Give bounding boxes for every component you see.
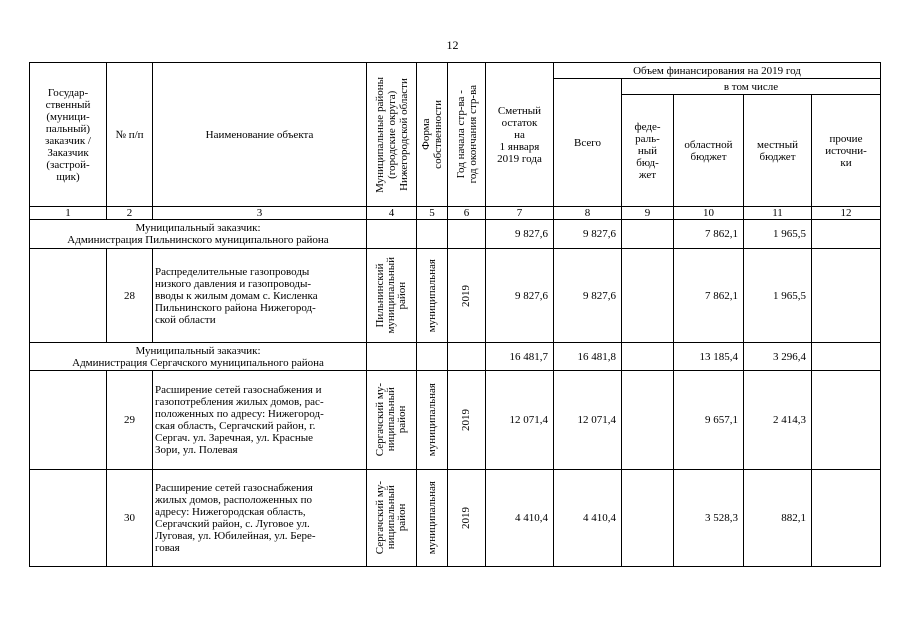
row-district-line: район xyxy=(396,406,408,434)
empty-cell xyxy=(448,343,486,371)
header-regional: областной бюджет xyxy=(674,95,744,207)
row-regional: 9 657,1 xyxy=(674,371,744,470)
row-regional: 7 862,1 xyxy=(674,249,744,343)
row-num: 30 xyxy=(107,470,153,567)
group-total: 16 481,8 xyxy=(554,343,622,371)
row-ownership-text: муниципальная xyxy=(425,258,438,333)
group-customer xyxy=(30,343,367,371)
col-number: 4 xyxy=(367,207,417,220)
row-object-name: Расширение сетей газоснабжения и газопотребления жилых домов, рас- положенных по адресу: Нижегород- ская область, Сергачский район, г. Сергач. ул. Заречная, ул. Красные Зори, ул. Полевая xyxy=(153,371,367,470)
header-object-name: Наименование объекта xyxy=(153,63,367,207)
col-number: 6 xyxy=(448,207,486,220)
row-district-line: Сергачский му- xyxy=(374,481,386,555)
group-row xyxy=(30,343,881,371)
table-row xyxy=(30,470,881,567)
empty-cell xyxy=(448,220,486,249)
empty-cell xyxy=(367,343,417,371)
empty-cell xyxy=(30,470,107,567)
row-total: 4 410,4 xyxy=(554,470,622,567)
group-other xyxy=(812,343,881,371)
row-year xyxy=(448,371,486,470)
row-estimate: 9 827,6 xyxy=(486,249,554,343)
row-regional: 3 528,3 xyxy=(674,470,744,567)
header-federal: феде- раль- ный бюд- жет xyxy=(622,95,674,207)
empty-cell xyxy=(417,343,448,371)
row-district-line: Пильнинский xyxy=(374,263,386,328)
header-num: № п/п xyxy=(107,63,153,207)
col-number: 2 xyxy=(107,207,153,220)
col-number: 5 xyxy=(417,207,448,220)
row-ownership xyxy=(417,371,448,470)
header-ownership xyxy=(417,63,448,207)
row-ownership-text: муниципальная xyxy=(425,481,438,555)
group-federal xyxy=(622,343,674,371)
header-districts-line: (городские округа) xyxy=(385,90,398,179)
header-estimate: Сметный остаток на 1 января 2019 года xyxy=(486,63,554,207)
col-number: 8 xyxy=(554,207,622,220)
col-number: 1 xyxy=(30,207,107,220)
row-local: 2 414,3 xyxy=(744,371,812,470)
group-regional: 13 185,4 xyxy=(674,343,744,371)
group-regional: 7 862,1 xyxy=(674,220,744,249)
row-other xyxy=(812,470,881,567)
table-row xyxy=(30,371,881,470)
header-years-line: год окончания стр-ва xyxy=(466,85,479,184)
row-year xyxy=(448,470,486,567)
row-federal xyxy=(622,249,674,343)
row-district xyxy=(367,249,417,343)
row-local: 882,1 xyxy=(744,470,812,567)
row-local: 1 965,5 xyxy=(744,249,812,343)
group-federal xyxy=(622,220,674,249)
empty-cell xyxy=(367,220,417,249)
col-number: 7 xyxy=(486,207,554,220)
row-district xyxy=(367,470,417,567)
group-customer xyxy=(30,220,367,249)
row-district-line: Сергачский му- xyxy=(374,383,386,457)
row-total: 9 827,6 xyxy=(554,249,622,343)
group-customer-line2: Администрация Пильнинского муниципального района xyxy=(67,234,329,246)
row-federal xyxy=(622,470,674,567)
row-year-text: 2019 xyxy=(460,507,472,529)
col-number: 10 xyxy=(674,207,744,220)
row-object-name: Распределительные газопроводы низкого давления и газопроводы- вводы к жилым домам с. Кисленка Пильнинского района Нижегород- ской области xyxy=(153,249,367,343)
col-number: 12 xyxy=(812,207,881,220)
group-estimate: 9 827,6 xyxy=(486,220,554,249)
empty-cell xyxy=(417,220,448,249)
row-total: 12 071,4 xyxy=(554,371,622,470)
empty-cell xyxy=(30,371,107,470)
row-year-text: 2019 xyxy=(460,284,472,307)
header-ownership-line: Форма xyxy=(420,118,432,151)
row-object-name: Расширение сетей газоснабжения жилых домов, расположенных по адресу: Нижегородская область, Сергачский район, с. Луговое ул. Луговая, ул. Юбилейная, ул. Бере- говая xyxy=(153,470,367,567)
header-ownership-line: собственности xyxy=(432,100,444,169)
financing-table xyxy=(29,62,881,567)
group-local: 1 965,5 xyxy=(744,220,812,249)
empty-cell xyxy=(30,249,107,343)
row-num: 28 xyxy=(107,249,153,343)
row-district-line: район xyxy=(396,504,408,532)
row-ownership-text: муниципальная xyxy=(425,383,438,457)
group-other xyxy=(812,220,881,249)
row-ownership xyxy=(417,249,448,343)
group-customer-line2: Администрация Сергачского муниципального района xyxy=(72,356,324,369)
group-customer-line1: Муниципальный заказчик: xyxy=(135,222,261,234)
row-district-line: район xyxy=(396,281,408,310)
header-districts-line: Муниципальные районы xyxy=(373,76,386,193)
row-other xyxy=(812,249,881,343)
row-federal xyxy=(622,371,674,470)
row-district-line: ниципальный xyxy=(385,387,397,453)
header-other: прочие источни- ки xyxy=(812,95,881,207)
row-other xyxy=(812,371,881,470)
row-district-line: муниципальный xyxy=(385,257,397,334)
row-year-text: 2019 xyxy=(460,409,472,431)
group-total: 9 827,6 xyxy=(554,220,622,249)
group-customer-line1: Муниципальный заказчик: xyxy=(135,344,261,357)
header-customer: Государ- ственный (муници- пальный) заказчик / Заказчик (застрой- щик) xyxy=(30,63,107,207)
row-num: 29 xyxy=(107,371,153,470)
row-district-line: ниципальный xyxy=(385,485,397,551)
row-year xyxy=(448,249,486,343)
group-local: 3 296,4 xyxy=(744,343,812,371)
row-ownership xyxy=(417,470,448,567)
group-estimate: 16 481,7 xyxy=(486,343,554,371)
header-years-line: Год начала стр-ва - xyxy=(454,90,467,179)
header-financing: Объем финансирования на 2019 год xyxy=(554,63,881,79)
header-districts xyxy=(367,63,417,207)
row-district xyxy=(367,371,417,470)
header-including: в том числе xyxy=(622,79,881,95)
header-years xyxy=(448,63,486,207)
col-number: 9 xyxy=(622,207,674,220)
row-estimate: 4 410,4 xyxy=(486,470,554,567)
group-row xyxy=(30,220,881,249)
header-local: местный бюджет xyxy=(744,95,812,207)
header-total: Всего xyxy=(554,79,622,207)
page-number: 12 xyxy=(446,38,459,52)
col-number: 11 xyxy=(744,207,812,220)
col-number: 3 xyxy=(153,207,367,220)
row-estimate: 12 071,4 xyxy=(486,371,554,470)
header-districts-line: Нижегородской области xyxy=(397,78,410,191)
table-row xyxy=(30,249,881,343)
